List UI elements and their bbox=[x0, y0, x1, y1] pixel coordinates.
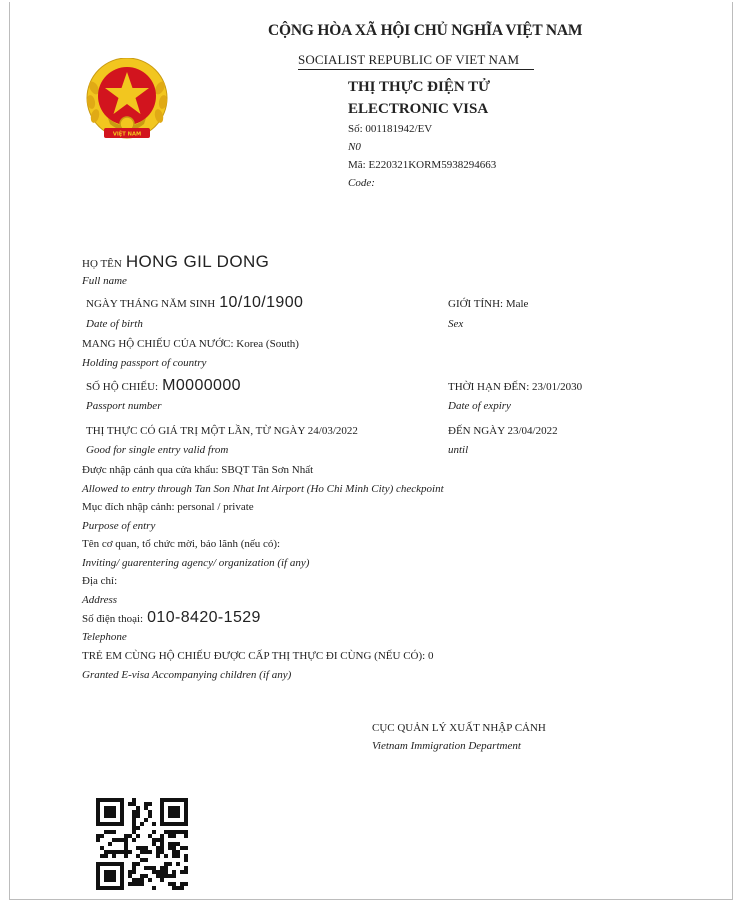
children-label: TRẺ EM CÙNG HỘ CHIẾU ĐƯỢC CẤP THỊ THỰC ĐI CÙNG (NẾU CÓ): 0 bbox=[82, 650, 434, 662]
qr-code bbox=[96, 798, 188, 890]
title-underline bbox=[298, 69, 534, 70]
dob-value: 10/10/1900 bbox=[219, 294, 304, 311]
agency-sub: Inviting/ guarentering agency/ organization (if any) bbox=[82, 557, 310, 569]
passport-number-sub: Passport number bbox=[86, 400, 162, 412]
until-sub: until bbox=[448, 444, 469, 456]
purpose-label: Mục đích nhập cảnh: personal / private bbox=[82, 501, 254, 513]
entry-checkpoint-sub: Allowed to entry through Tan Son Nhat Int Airport (Ho Chi Minh City) checkpoint bbox=[82, 483, 444, 495]
country-title-en: SOCIALIST REPUBLIC OF VIET NAM bbox=[298, 52, 520, 67]
entry-checkpoint-label: Được nhập cảnh qua cửa khẩu: SBQT Tân Sơn Nhất bbox=[82, 464, 314, 476]
national-emblem bbox=[84, 58, 170, 144]
passport-number-label: SỐ HỘ CHIẾU: bbox=[86, 381, 159, 393]
visa-title-en: ELECTRONIC VISA bbox=[348, 101, 489, 117]
telephone-sub: Telephone bbox=[82, 631, 127, 643]
expiry-sub: Date of expiry bbox=[448, 400, 511, 412]
sex-sub: Sex bbox=[448, 318, 464, 330]
address-label: Địa chỉ: bbox=[82, 575, 118, 587]
visa-code: Mã: E220321KORM5938294663 bbox=[348, 159, 497, 171]
visa-title-vn: THỊ THỰC ĐIỆN TỬ bbox=[348, 79, 491, 95]
passport-number-value: M0000000 bbox=[162, 377, 241, 394]
visa-number: Số: 001181942/EV bbox=[348, 123, 433, 135]
country-title-vn: CỘNG HÒA XÃ HỘI CHỦ NGHĨA VIỆT NAM bbox=[268, 22, 583, 39]
full-name-row bbox=[82, 252, 269, 272]
dob-row bbox=[86, 294, 303, 312]
full-name-sub: Full name bbox=[82, 275, 127, 287]
passport-number-row bbox=[86, 377, 241, 395]
until-label: ĐẾN NGÀY 23/04/2022 bbox=[448, 425, 558, 437]
telephone-value: 010-8420-1529 bbox=[147, 609, 261, 626]
purpose-sub: Purpose of entry bbox=[82, 520, 156, 532]
dob-label: NGÀY THÁNG NĂM SINH bbox=[86, 298, 216, 310]
validity-sub: Good for single entry valid from bbox=[86, 444, 229, 456]
emblem-text: VIỆT NAM bbox=[112, 131, 142, 138]
expiry-label: THỜI HẠN ĐẾN: 23/01/2030 bbox=[448, 381, 583, 393]
issuer-dept-en: Vietnam Immigration Department bbox=[372, 740, 521, 752]
sex-label: GIỚI TÍNH: Male bbox=[448, 298, 529, 310]
passport-country-label: MANG HỘ CHIẾU CỦA NƯỚC: Korea (South) bbox=[82, 338, 299, 350]
full-name-label: HỌ TÊN bbox=[82, 258, 122, 270]
agency-label: Tên cơ quan, tổ chức mời, bảo lãnh (nếu có): bbox=[82, 538, 281, 550]
telephone-label: Số điện thoại: bbox=[82, 613, 144, 625]
address-sub: Address bbox=[82, 594, 118, 606]
passport-country-sub: Holding passport of country bbox=[82, 357, 207, 369]
issuer-dept-vn: CỤC QUẢN LÝ XUẤT NHẬP CẢNH bbox=[372, 722, 546, 734]
children-sub: Granted E-visa Accompanying children (if any) bbox=[82, 669, 292, 681]
telephone-row bbox=[82, 609, 261, 627]
validity-label: THỊ THỰC CÓ GIÁ TRỊ MỘT LẦN, TỪ NGÀY 24/03/2022 bbox=[86, 425, 358, 437]
dob-sub: Date of birth bbox=[86, 318, 143, 330]
full-name-value: HONG GIL DONG bbox=[125, 252, 270, 271]
visa-code-sub: Code: bbox=[348, 177, 375, 189]
visa-number-sub: N0 bbox=[348, 141, 361, 153]
